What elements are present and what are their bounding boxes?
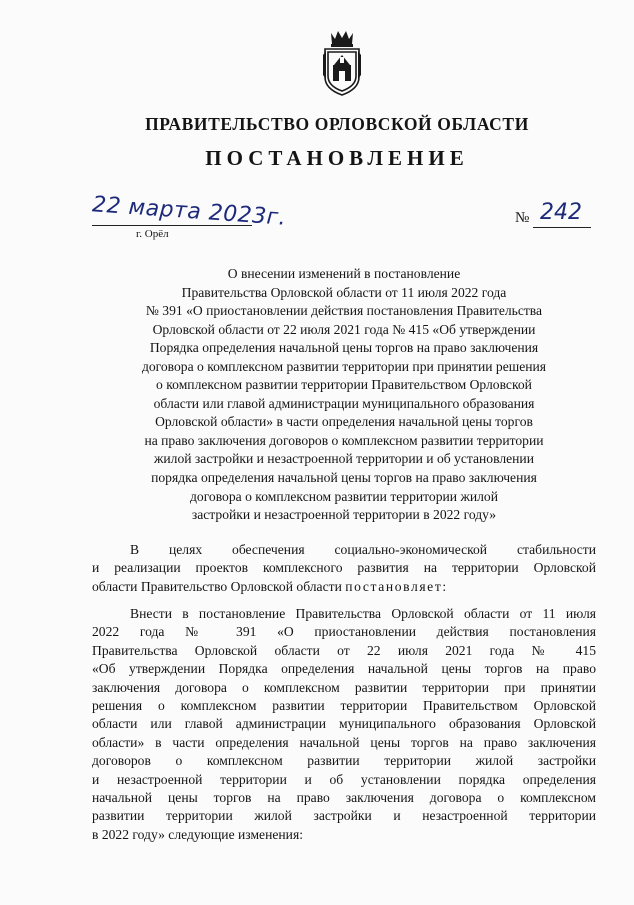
title-line: О внесении изменений в постановление xyxy=(227,266,461,281)
body-line: договоров о комплексном развитии территории жилой застройки xyxy=(92,753,596,769)
handwritten-number: 242 xyxy=(540,200,582,225)
number-label: № xyxy=(515,210,530,226)
preamble-paragraph xyxy=(92,541,596,596)
title-line: на право заключения договоров о комплексном развитии территории xyxy=(144,432,544,448)
preamble-line-text: области Правительство Орловской области xyxy=(92,578,346,594)
title-line: Орловской области от 22 июля 2021 года № 415 «Об утверждении xyxy=(152,321,536,337)
document-type: ПОСТАНОВЛЕНИЕ xyxy=(205,146,469,170)
body-line: решения о комплексном развитии территории Правительством Орловской xyxy=(92,698,596,714)
number-underline xyxy=(533,227,591,228)
body-paragraph xyxy=(92,605,596,844)
title-line: порядка определения начальной цены торгов на право заключения xyxy=(151,470,537,486)
title-line: № 391 «О приостановлении действия постановления Правительства xyxy=(145,303,543,319)
city-label: г. Орёл xyxy=(136,228,169,240)
title-line: о комплексном развитии территории Правительством Орловской xyxy=(156,377,532,393)
coat-of-arms-emblem xyxy=(319,27,365,97)
document-title xyxy=(92,265,596,525)
body-line: «Об утверждении Порядка определения начальной цены торгов на право xyxy=(92,661,596,677)
body-line: Правительства Орловской области от 22 июля 2021 года № 415 xyxy=(92,642,596,658)
preamble-line: В целях обеспечения социально-экономической стабильности xyxy=(130,542,596,557)
body-line: области или главой администрации муниципального образования Орловской xyxy=(92,716,596,732)
preamble-line xyxy=(92,578,596,596)
body-line: в 2022 году» следующие изменения: xyxy=(92,826,303,842)
title-line: области или главой администрации муниципального образования xyxy=(153,395,535,411)
body-line: и незастроенной территории и об установлении порядка определения xyxy=(92,771,596,787)
title-line: договора о комплексном развитии территории жилой xyxy=(189,488,498,504)
date-underline xyxy=(92,225,252,226)
body-line: области» в части определения начальной цены торгов на право заключения xyxy=(92,734,596,750)
body-line: Внести в постановление Правительства Орловской области от 11 июля xyxy=(130,606,596,621)
organization-name: ПРАВИТЕЛЬСТВО ОРЛОВСКОЙ ОБЛАСТИ xyxy=(145,114,529,134)
body-line: 2022 года № 391 «О приостановлении действия постановления xyxy=(92,624,596,640)
preamble-line: и реализации проектов комплексного развития на территории Орловской xyxy=(92,560,596,576)
title-line: застройки и незастроенной территории в 2022 году» xyxy=(191,507,497,523)
body-line: развитии территории жилой застройки и незастроенной территории xyxy=(92,808,596,824)
handwritten-date: 22 марта 2023г. xyxy=(91,192,288,231)
title-line: Порядка определения начальной цены торгов на право заключения xyxy=(149,340,539,356)
title-line: Орловской области» в части определения начальной цены торгов xyxy=(155,414,533,430)
title-line: договора о комплексном развитии территории при принятии решения xyxy=(141,358,547,374)
resolution-verb: постановляет: xyxy=(345,578,448,594)
body-line: начальной цены торгов на право заключения договора о комплексном xyxy=(92,790,596,806)
title-line: жилой застройки и незастроенной территории и об установлении xyxy=(154,451,534,467)
title-line: Правительства Орловской области от 11 июля 2022 года xyxy=(181,284,507,300)
body-line: заключения договора о комплексном развитии территории при принятии xyxy=(92,679,596,695)
